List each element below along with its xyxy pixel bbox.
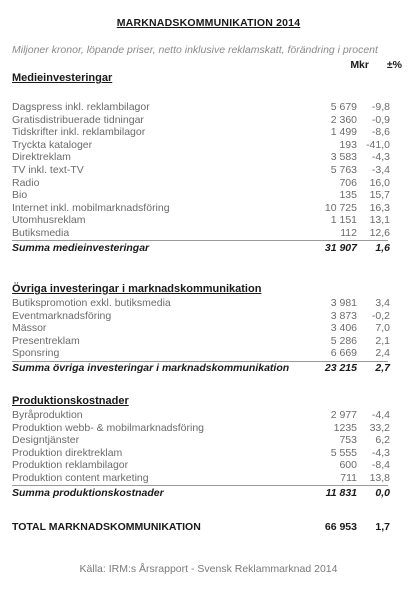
table-row [12,334,390,347]
label: Radio [12,176,40,189]
label: Butikspromotion exkl. butiksmedia [12,297,171,309]
label: Eventmarknadsföring [12,309,112,322]
value-pct: 2,1 [375,334,390,347]
value-mkr: 66 953 [324,521,357,533]
value-mkr: 112 [340,227,357,239]
value-pct: 13,8 [369,472,390,484]
table-row [12,322,390,335]
value-mkr: 3 406 [330,322,357,335]
label: Butiksmedia [12,227,70,239]
section-title: Medieinvesteringar [12,72,113,84]
label: Byråproduktion [12,409,83,421]
value-mkr: 11 831 [325,486,357,499]
table-row [12,297,390,309]
label: Produktion direktreklam [12,446,123,459]
value-pct: 2,7 [375,362,390,374]
column-header-pct: ±% [386,59,402,71]
value-mkr: 10 725 [324,201,357,214]
value-pct: -0,9 [371,113,390,126]
section-title: Produktionskostnader [12,395,129,407]
value-pct: 33,2 [369,421,390,434]
value-mkr: 1 151 [330,214,357,227]
table-row [12,189,390,202]
label: Tidskrifter inkl. reklambilagor [12,126,146,139]
value-mkr: 706 [339,176,357,189]
table-row [12,446,390,459]
value-pct: 2,4 [375,347,390,360]
value-mkr: 6 669 [330,347,357,360]
value-pct: 0,0 [375,486,390,499]
label: Summa medieinvesteringar [12,241,150,254]
table-row [12,214,390,227]
value-mkr: 5 286 [330,334,357,347]
value-pct: -8,4 [371,459,390,472]
source-note: Källa: IRM:s Årsrapport - Svensk Reklammarknad 2014 [79,563,338,575]
value-mkr: 23 215 [324,362,357,374]
value-mkr: 3 981 [330,297,357,309]
label: Produktion reklambilagor [12,459,129,472]
table-row [12,434,390,447]
label: Internet inkl. mobilmarknadsföring [12,201,170,214]
report-title: MARKNADSKOMMUNIKATION 2014 [116,17,301,29]
value-pct: -41,0 [366,138,390,151]
value-mkr: 2 360 [330,113,357,126]
table-row [12,138,390,151]
value-pct: 6,2 [375,434,390,447]
total-row [12,521,390,533]
value-pct: -0,2 [371,309,390,322]
value-pct: 16,3 [369,201,390,214]
label: TOTAL MARKNADSKOMMUNIKATION [12,521,201,533]
table-row [12,164,390,176]
value-mkr: 753 [339,434,357,447]
value-pct: -8,6 [371,126,390,139]
value-mkr: 3 583 [330,151,357,164]
table-row [12,126,390,139]
value-mkr: 1 499 [330,126,357,139]
value-pct: 1,6 [375,241,390,254]
label: Designtjänster [12,434,80,447]
table-row [12,309,390,322]
label: Summa övriga investeringar i marknadskommunikation [12,362,290,374]
table-row [12,176,390,189]
value-mkr: 711 [340,472,357,484]
label: Sponsring [12,347,60,360]
section-title: Övriga investeringar i marknadskommunikation [12,283,262,295]
label: Produktion webb- & mobilmarknadsföring [12,421,205,434]
value-pct: 15,7 [369,189,390,202]
label: Dagspress inkl. reklambilagor [12,101,150,113]
table-row [12,113,390,126]
section-sum-row [12,362,390,374]
value-pct: 1,7 [375,521,390,533]
value-mkr: 5 555 [330,446,357,459]
value-pct: 3,4 [375,297,390,309]
table-row [12,101,390,113]
value-pct: 7,0 [375,322,390,335]
table-row [12,459,390,472]
value-mkr: 31 907 [324,241,357,254]
section-sum-row [12,241,390,254]
table-row [12,347,390,360]
value-pct: 13,1 [369,214,390,227]
value-pct: -4,3 [371,446,390,459]
value-mkr: 1235 [333,421,357,434]
table-row [12,421,390,434]
value-mkr: 600 [339,459,357,472]
table-row [12,409,390,421]
label: Tryckta kataloger [12,138,93,151]
value-mkr: 2 977 [330,409,357,421]
value-pct: 16,0 [369,176,390,189]
value-mkr: 5 679 [330,101,357,113]
table-row [12,472,390,484]
table-row [12,151,390,164]
value-pct: 12,6 [369,227,390,239]
label: Utomhusreklam [12,214,86,227]
report-subtitle: Miljoner kronor, löpande priser, netto inklusive reklamskatt, förändring i procent [12,44,378,56]
value-pct: -4,3 [371,151,390,164]
label: Bio [12,189,28,202]
table-row [12,201,390,214]
value-pct: -9,8 [371,101,390,113]
value-pct: -3,4 [371,164,390,176]
section-sum-row [12,486,390,499]
label: Summa produktionskostnader [12,486,164,499]
label: Gratisdistribuerade tidningar [12,113,144,126]
table-row [12,227,390,239]
value-mkr: 135 [339,189,357,202]
label: Mässor [12,322,47,335]
value-mkr: 193 [339,138,357,151]
column-header-mkr: Mkr [350,59,369,71]
value-pct: -4,4 [371,409,390,421]
value-mkr: 3 873 [330,309,357,322]
label: TV inkl. text-TV [12,164,84,176]
label: Presentreklam [12,334,80,347]
label: Produktion content marketing [12,472,149,484]
value-mkr: 5 763 [330,164,357,176]
label: Direktreklam [12,151,71,164]
